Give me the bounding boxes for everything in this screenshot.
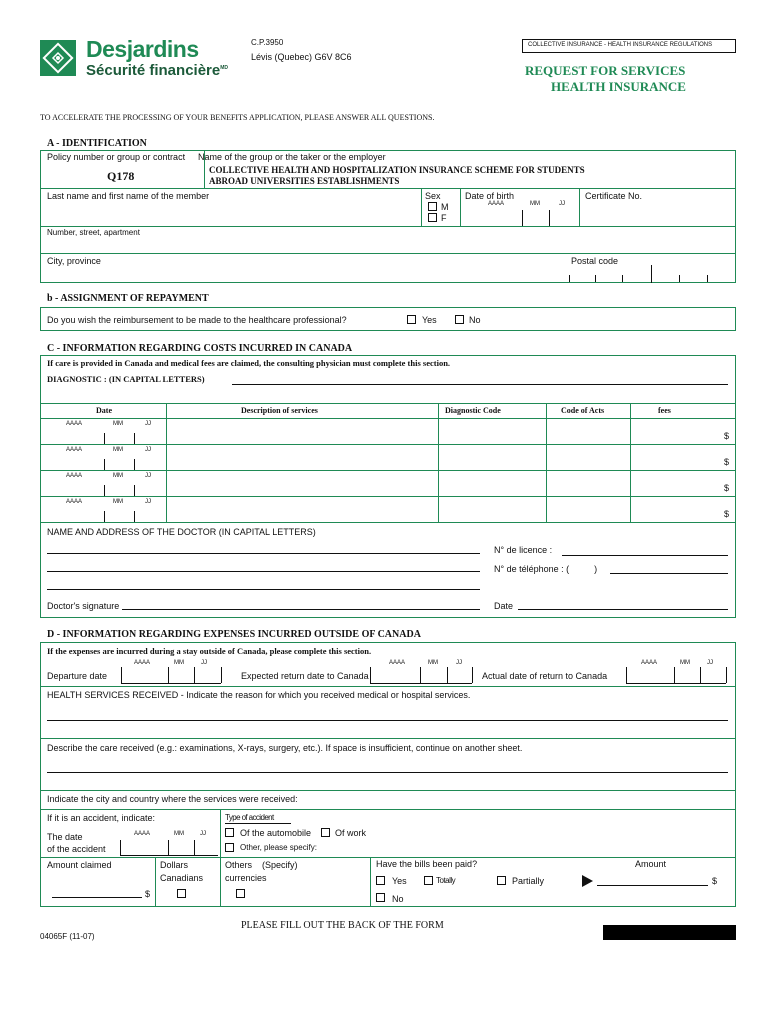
section-b-title: b - ASSIGNMENT OF REPAYMENT xyxy=(47,293,209,304)
other-accident-checkbox[interactable] xyxy=(225,843,234,852)
accident-label: If it is an accident, indicate: xyxy=(47,813,156,823)
group-name-value-line-2: ABROAD UNIVERSITIES ESTABLISHMENTS xyxy=(209,176,400,186)
back-of-form-note: PLEASE FILL OUT THE BACK OF THE FORM xyxy=(241,920,444,931)
arrow-right-icon xyxy=(582,875,593,887)
policy-number-label: Policy number or group or contract xyxy=(47,152,186,162)
bills-totally-label: Totally xyxy=(436,876,456,885)
section-c-box xyxy=(40,355,736,618)
canadians-label: Canadians xyxy=(160,873,204,883)
describe-care-label: Describe the care received (e.g.: examinations, X-rays, surgery, etc.). If space is insufficient, continue on another sheet. xyxy=(47,743,523,753)
automobile-checkbox[interactable] xyxy=(225,828,234,837)
sex-f-checkbox[interactable] xyxy=(428,213,437,222)
desjardins-logo xyxy=(40,40,76,76)
doctor-line-3[interactable] xyxy=(47,589,480,590)
assignment-yes-label: Yes xyxy=(422,315,437,325)
departure-date-label: Departure date xyxy=(47,671,108,681)
fees-dollar: $ xyxy=(724,457,730,467)
canadian-dollars-checkbox[interactable] xyxy=(177,889,186,898)
work-label: Of work xyxy=(335,828,367,838)
address-line-2: Lévis (Quebec) G6V 8C6 xyxy=(251,52,352,62)
health-services-line[interactable] xyxy=(47,720,728,721)
type-accident-label: Type of accident xyxy=(225,813,274,822)
section-d-note: If the expenses are incurred during a stay outside of Canada, please complete this section. xyxy=(47,646,372,656)
assignment-yes-checkbox[interactable] xyxy=(407,315,416,324)
licence-line[interactable] xyxy=(562,555,728,556)
bills-yes-label: Yes xyxy=(392,876,407,886)
fees-dollar: $ xyxy=(724,431,730,441)
address-line-1: C.P.3950 xyxy=(251,38,284,47)
brand-subtitle xyxy=(86,62,228,79)
expected-return-field[interactable] xyxy=(370,683,472,684)
doctor-line-1[interactable] xyxy=(47,553,480,554)
fees-dollar: $ xyxy=(724,509,730,519)
sex-m-checkbox[interactable] xyxy=(428,202,437,211)
licence-label: N° de licence : xyxy=(494,545,553,555)
col-code-acts-header: Code of Acts xyxy=(561,406,605,415)
doctor-signature-label: Doctor's signature xyxy=(47,601,120,611)
certificate-label: Certificate No. xyxy=(585,191,643,201)
accident-date-label-2: of the accident xyxy=(47,844,106,854)
dob-year-hint: AAAA xyxy=(488,201,505,207)
other-accident-label: Other, please specify: xyxy=(240,843,317,852)
phone-line[interactable] xyxy=(610,573,728,574)
bills-partially-checkbox[interactable] xyxy=(497,876,506,885)
bills-amount-dollar: $ xyxy=(712,876,718,886)
section-c-title: C - INFORMATION REGARDING COSTS INCURRED IN CANADA xyxy=(47,343,353,354)
section-d-title: D - INFORMATION REGARDING EXPENSES INCURRED OUTSIDE OF CANADA xyxy=(47,629,421,640)
actual-return-label: Actual date of return to Canada xyxy=(482,671,608,681)
policy-number-value[interactable]: Q178 xyxy=(107,169,135,183)
col-fees-header: fees xyxy=(658,406,671,415)
expected-return-label: Expected return date to Canada xyxy=(241,671,369,681)
doctor-signature-line[interactable] xyxy=(122,609,480,610)
doctor-line-2[interactable] xyxy=(47,571,480,572)
regulations-box xyxy=(522,39,736,53)
bills-yes-checkbox[interactable] xyxy=(376,876,385,885)
fees-dollar: $ xyxy=(724,483,730,493)
section-a-title: A - IDENTIFICATION xyxy=(47,138,147,149)
barcode-bar xyxy=(603,925,736,940)
bills-paid-label: Have the bills been paid? xyxy=(376,859,478,869)
actual-return-field[interactable] xyxy=(626,683,726,684)
other-currencies-label: Others (Specify) xyxy=(225,860,298,870)
instruction-text: TO ACCELERATE THE PROCESSING OF YOUR BENEFITS APPLICATION, PLEASE ANSWER ALL QUESTIONS. xyxy=(40,113,435,122)
bills-totally-checkbox[interactable] xyxy=(424,876,433,885)
accident-date-label-1: The date xyxy=(47,832,83,842)
group-name-value-line-1[interactable]: COLLECTIVE HEALTH AND HOSPITALIZATION INSURANCE SCHEME FOR STUDENTS xyxy=(209,165,585,175)
assignment-no-label: No xyxy=(469,315,481,325)
sex-f-label: F xyxy=(441,213,447,223)
city-label: City, province xyxy=(47,256,101,266)
regulations-text: COLLECTIVE INSURANCE - HEALTH INSURANCE REGULATIONS xyxy=(528,42,713,48)
col-description-header: Description of services xyxy=(241,406,318,415)
member-name-label: Last name and first name of the member xyxy=(47,191,210,201)
assignment-question: Do you wish the reimbursement to be made to the healthcare professional? xyxy=(47,315,347,325)
logo-emblem-icon xyxy=(40,40,76,76)
col-date-header: Date xyxy=(96,406,112,415)
dollars-label: Dollars xyxy=(160,860,189,870)
sex-label: Sex xyxy=(425,191,441,201)
currencies-label: currencies xyxy=(225,873,267,883)
bills-no-label: No xyxy=(392,894,404,904)
bills-partially-label: Partially xyxy=(512,876,545,886)
phone-label: N° de téléphone : ( ) xyxy=(494,564,598,574)
amount-claimed-line[interactable] xyxy=(52,897,142,898)
brand-mark: MD xyxy=(220,65,229,71)
departure-date-field[interactable] xyxy=(121,683,221,684)
dob-day-hint: JJ xyxy=(559,201,565,207)
doctor-date-label: Date xyxy=(494,601,514,611)
accident-date-field[interactable] xyxy=(120,855,218,856)
brand-subtitle-text: Sécurité financière xyxy=(86,62,221,79)
postal-code-label: Postal code xyxy=(571,256,619,266)
col-diagnostic-header: Diagnostic Code xyxy=(445,406,501,415)
assignment-no-checkbox[interactable] xyxy=(455,315,464,324)
bills-no-checkbox[interactable] xyxy=(376,893,385,902)
form-code: 04065F (11-07) xyxy=(40,932,95,941)
form-title-line-2: HEALTH INSURANCE xyxy=(551,79,686,94)
other-currencies-checkbox[interactable] xyxy=(236,889,245,898)
dob-month-hint: MM xyxy=(530,201,540,207)
city-country-label: Indicate the city and country where the services were received: xyxy=(47,794,298,804)
brand-name: Desjardins xyxy=(86,36,199,62)
automobile-label: Of the automobile xyxy=(240,828,312,838)
doctor-date-line[interactable] xyxy=(518,609,728,610)
amount-claimed-label: Amount claimed xyxy=(47,860,112,870)
work-checkbox[interactable] xyxy=(321,828,330,837)
amount-claimed-dollar: $ xyxy=(145,889,151,899)
doctor-name-label: NAME AND ADDRESS OF THE DOCTOR (IN CAPITAL LETTERS) xyxy=(47,527,316,537)
describe-care-line[interactable] xyxy=(47,772,728,773)
bills-amount-label: Amount xyxy=(635,859,667,869)
dob-label: Date of birth xyxy=(465,191,515,201)
street-label: Number, street, apartment xyxy=(47,228,140,237)
form-title-line-1: REQUEST FOR SERVICES xyxy=(525,63,686,78)
sex-m-label: M xyxy=(441,202,449,212)
section-c-note: If care is provided in Canada and medical fees are claimed, the consulting physician must complete this section. xyxy=(47,358,451,368)
bills-amount-line[interactable] xyxy=(597,885,708,886)
diagnostic-label: DIAGNOSTIC : (IN CAPITAL LETTERS) xyxy=(47,374,205,384)
group-name-label: Name of the group or the taker or the employer xyxy=(198,152,386,162)
health-services-label: HEALTH SERVICES RECEIVED - Indicate the reason for which you received medical or hospital services. xyxy=(47,690,471,700)
